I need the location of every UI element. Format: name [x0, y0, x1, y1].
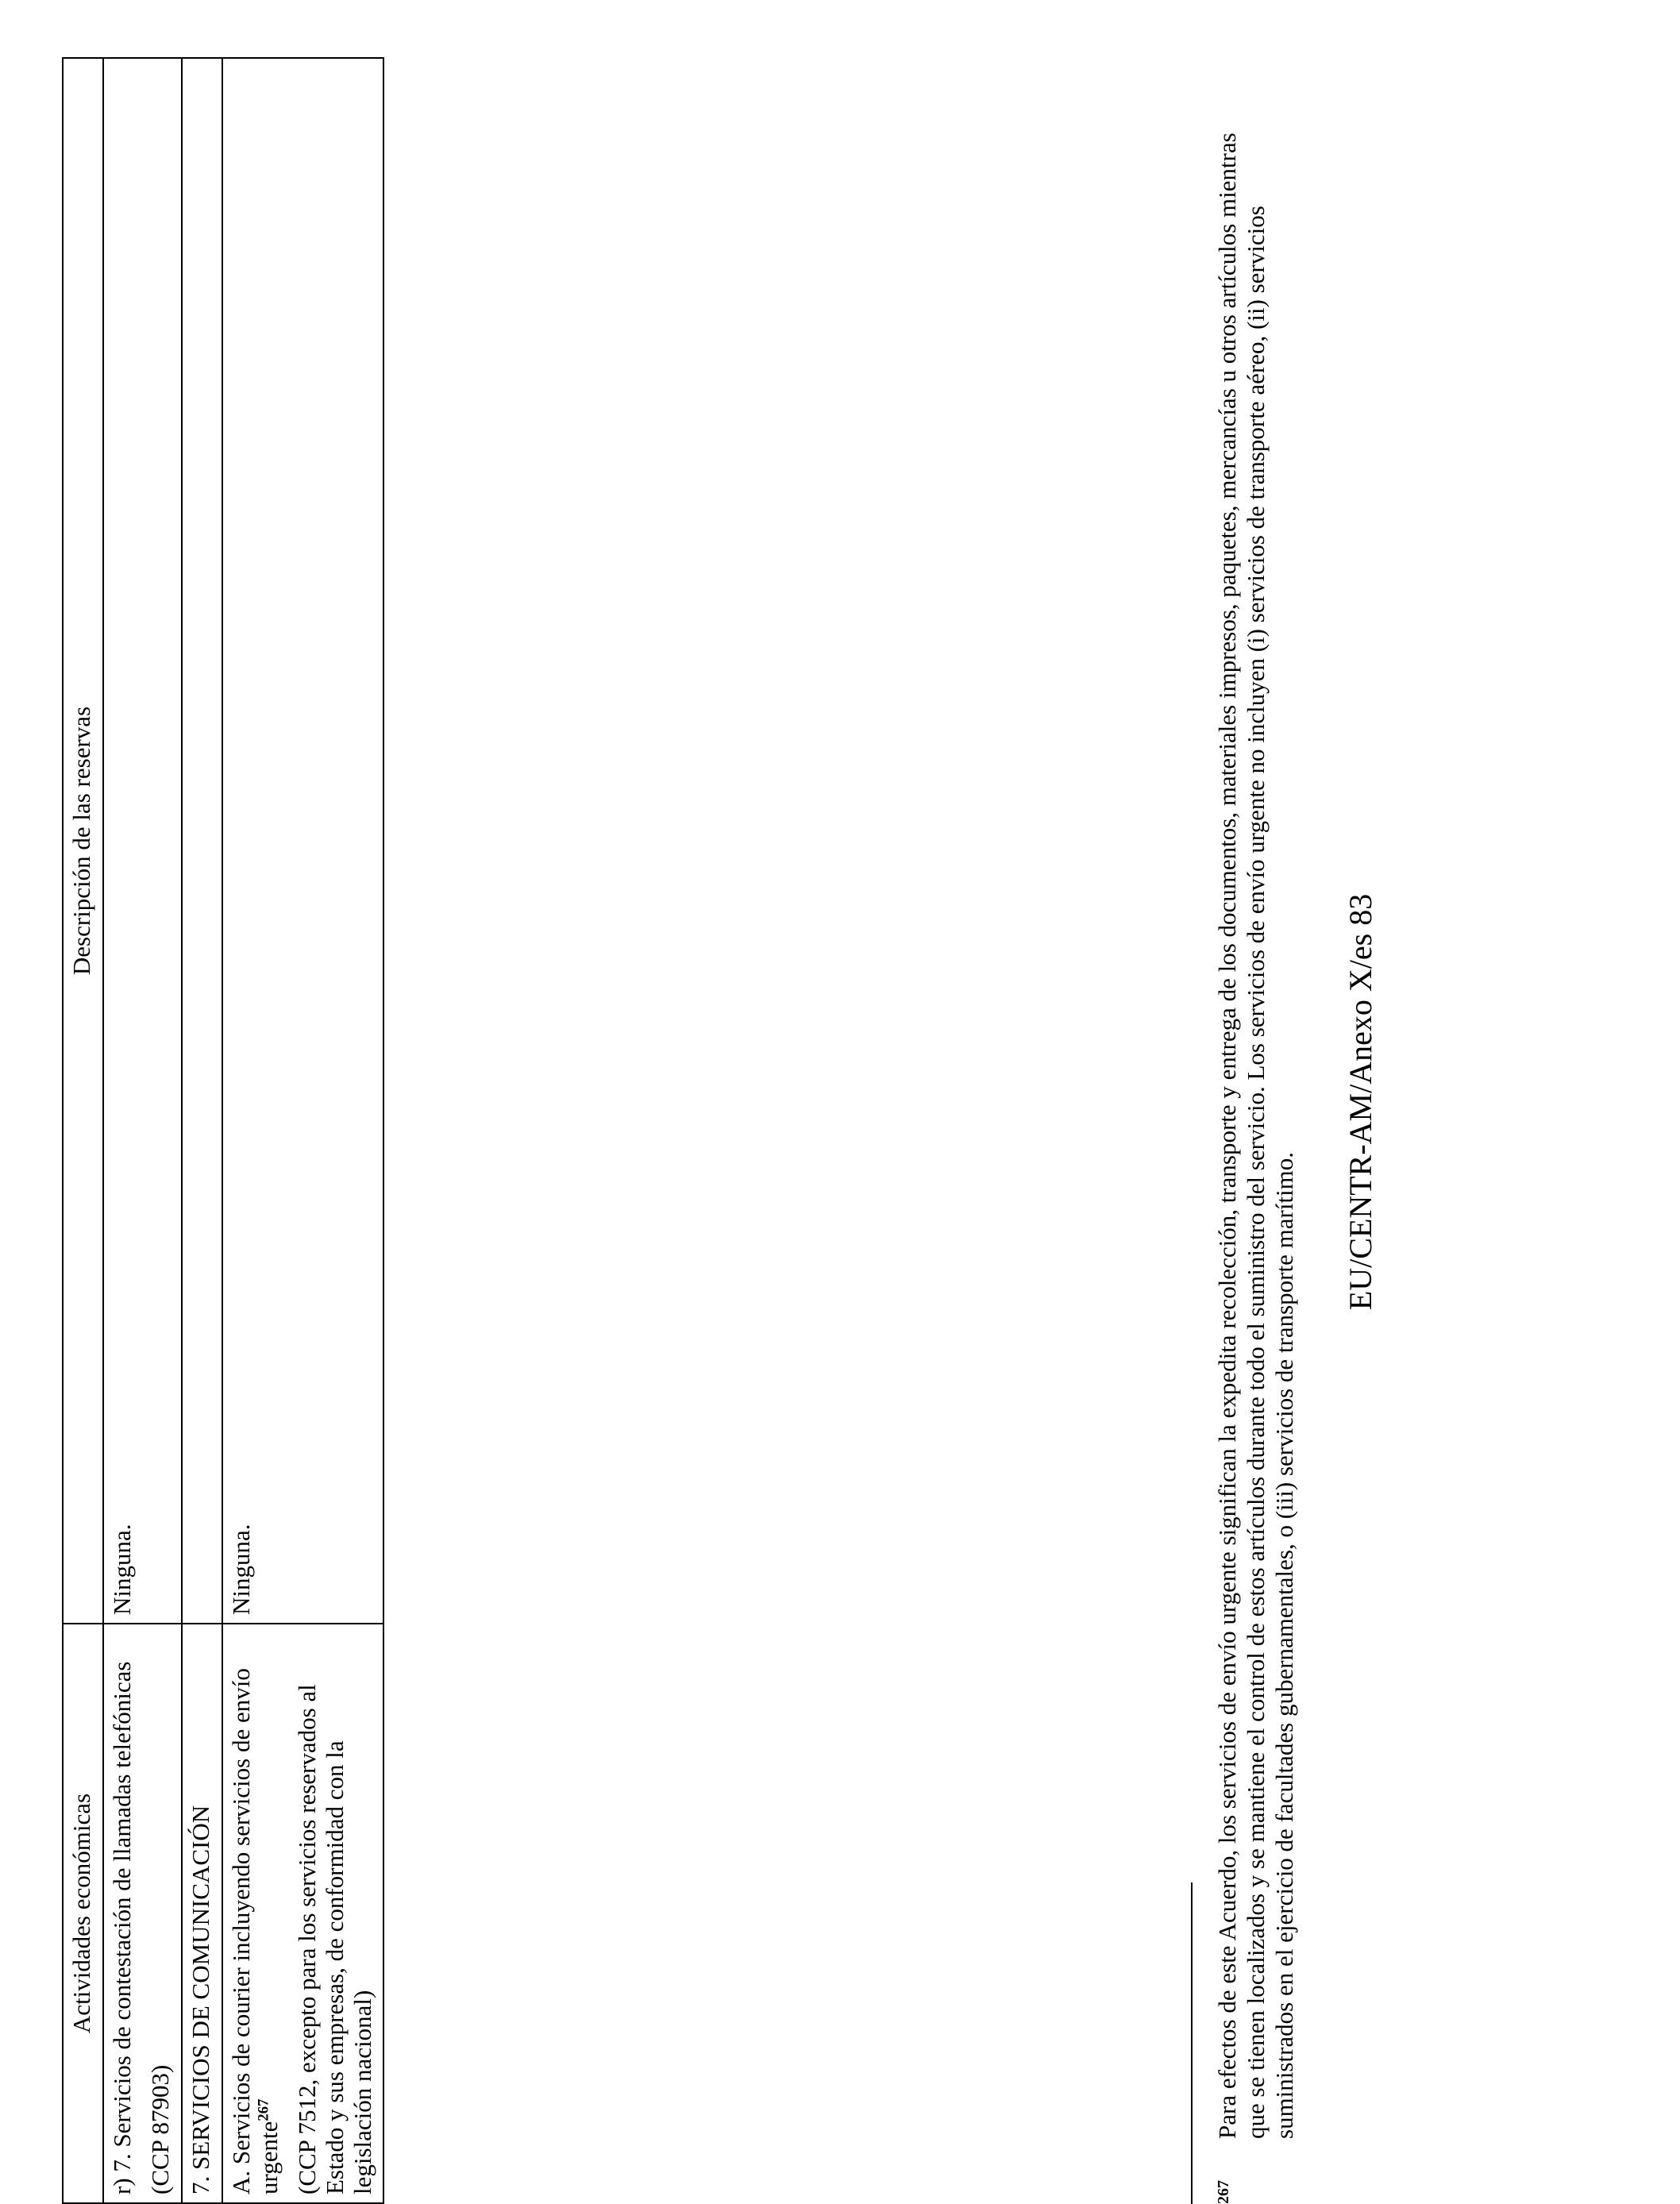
activity-cell [222, 1624, 384, 2203]
footnote-number: 267 [1215, 2180, 1232, 2204]
section-empty-cell [182, 58, 222, 1624]
footnote-separator [1191, 1882, 1193, 2204]
description-cell: Ninguna. [222, 58, 384, 1624]
activity-title: A. Servicios de courier incluyendo servicios de envío urgente [226, 1668, 283, 2194]
description-cell: Ninguna. [103, 58, 182, 1624]
table-header-row [63, 58, 103, 2203]
activity-name [228, 1632, 283, 2194]
reservations-table [62, 57, 384, 2204]
section-title: 7. SERVICIOS DE COMUNICACIÓN [182, 1624, 222, 2203]
footnote-reference[interactable]: 267 [255, 2098, 272, 2121]
footnote-text: Para efectos de este Acuerdo, los servicios de envío urgente significan la expedita recolección, transporte y entrega de los documentos, materiales impresos, paquetes, mercancías u otros artículos mientras que se tienen localizados y se mantiene el control de estos artículos durante todo el suministro del servicio. Los servicios de envío urgente no incluyen (i) servicios de transporte aéreo, (ii) servicios suministrados en el ejercicio de facultades gubernamentales, o (iii) servicios de transporte marítimo. [1213, 133, 1298, 2139]
footnote [1213, 108, 1299, 2204]
section-row [182, 58, 222, 2203]
activity-detail: (CCP 7512, excepto para los servicios reservados al Estado y sus empresas, de conformidad con la legislación nacional) [293, 1684, 376, 2194]
page-footer: EU/CENTR-AM/Anexo X/es 83 [1343, 893, 1378, 1311]
activity-cell [103, 1624, 182, 2203]
header-reservations-description: Descripción de las reservas [63, 58, 103, 1624]
activity-ccp-code: (CCP 87903) [146, 2064, 175, 2194]
header-economic-activities: Actividades económicas [63, 1624, 103, 2203]
table-row [222, 58, 384, 2203]
activity-name: r) 7. Servicios de contestación de llamadas telefónicas [107, 1661, 136, 2194]
table-row [103, 58, 182, 2203]
